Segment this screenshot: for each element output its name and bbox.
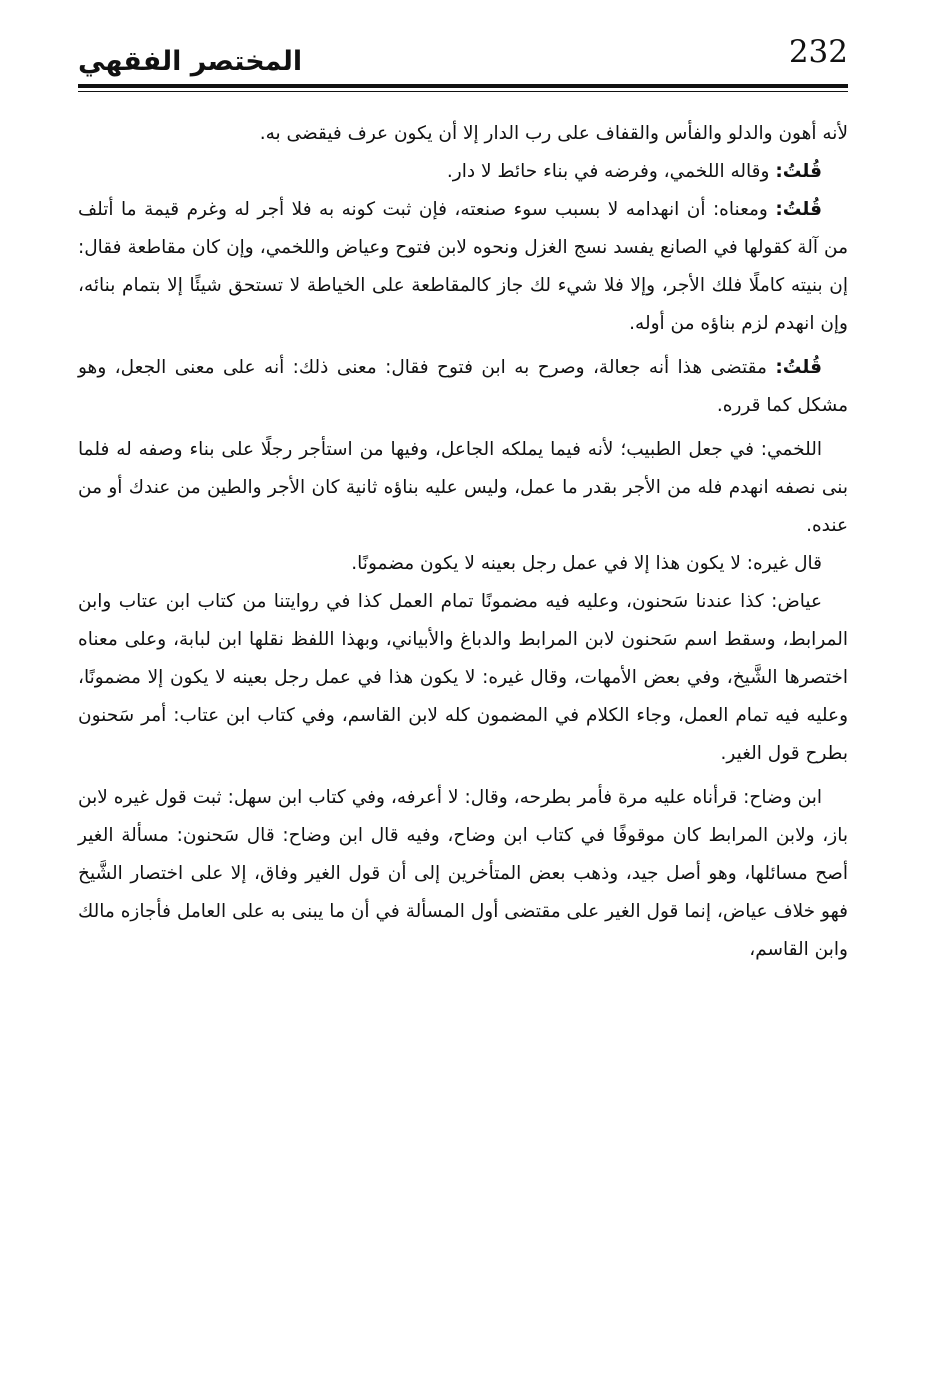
paragraph-text: مقتضى هذا أنه جعالة، وصرح به ابن فتوح فقال: معنى ذلك: أنه على معنى الجعل، وهو مشكل كما قرره. <box>78 357 848 416</box>
paragraph-text: وقاله اللخمي، وفرضه في بناء حائط لا دار. <box>446 161 776 182</box>
header-rule-thick <box>78 84 848 88</box>
paragraph-4 <box>78 349 848 425</box>
paragraph-5 <box>78 431 848 545</box>
paragraph-7 <box>78 583 848 773</box>
paragraph-text: قال غيره: لا يكون هذا إلا في عمل رجل بعينه لا يكون مضمونًا. <box>351 553 822 574</box>
paragraph-text: اللخمي: في جعل الطبيب؛ لأنه فيما يملكه الجاعل، وفيها من استأجر رجلًا على بناء وصفه له فلما بنى نصفه انهدم فله من الأجر بقدر ما عمل، وليس عليه بناؤه ثانية كان الأجر والطين من عندك أو من عنده. <box>78 439 848 536</box>
page-header <box>78 28 848 92</box>
paragraph-2 <box>78 153 848 191</box>
book-title: المختصر الفقهي <box>78 46 303 77</box>
paragraph-text: ومعناه: أن انهدامه لا بسبب سوء صنعته، فإن ثبت كونه به فلا أجر له وغرم قيمة ما أتلف من آلة كقولها في الصانع يفسد نسج الغزل ونحوه لابن فتوح وعياض واللخمي، وإن كان مقاطعة فقال: إن بنيته كاملًا فلك الأجر، وإلا فلا شيء لك جاز كالمقاطعة على الخياطة لا تستحق شيئًا إلا بتمام بنائه، وإن انهدم لزم بناؤه من أوله. <box>78 199 848 334</box>
paragraph-lead: قُلتُ: <box>775 161 822 182</box>
page-number: 232 <box>788 34 848 70</box>
paragraph-lead: قُلتُ: <box>775 357 822 378</box>
paragraph-text: عياض: كذا عندنا سَحنون، وعليه فيه مضمونًا تمام العمل كذا في روايتنا من كتاب ابن عتاب وابن المرابط، وسقط اسم سَحنون لابن المرابط والدباغ والأبياني، وبهذا اللفظ نقلها ابن لبابة، وعلى معناه اختصرها الشَّيخ، وفي بعض الأمهات، وقال غيره: لا يكون هذا في عمل رجل بعينه لا يكون إلا مضمونًا، وعليه فيه تمام العمل، وجاء الكلام في المضمون كله لابن القاسم، وفي كتاب ابن عتاب: أمر سَحنون بطرح قول الغير. <box>78 591 848 764</box>
header-rule-thin <box>78 91 848 92</box>
paragraph-lead: قُلتُ: <box>775 199 822 220</box>
body-text <box>78 115 848 969</box>
paragraph-1 <box>78 115 848 153</box>
paragraph-3 <box>78 191 848 343</box>
paragraph-8 <box>78 779 848 969</box>
paragraph-text: لأنه أهون والدلو والفأس والقفاف على رب الدار إلا أن يكون عرف فيقضى به. <box>259 123 848 144</box>
paragraph-6 <box>78 545 848 583</box>
paragraph-text: ابن وضاح: قرأناه عليه مرة فأمر بطرحه، وقال: لا أعرفه، وفي كتاب ابن سهل: ثبت قول غيره لابن باز، ولابن المرابط كان موقوفًا في كتاب ابن وضاح، وفيه قال ابن وضاح: قال سَحنون: مسألة الغير أصح مسائلها، وهو أصل جيد، وذهب بعض المتأخرين إلى أن قول الغير وفاق، إلا على اختصار الشَّيخ فهو خلاف عياض، إنما قول الغير على مقتضى أول المسألة في أن ما يبنى به على العامل فأجازه مالك وابن القاسم، <box>78 787 848 960</box>
